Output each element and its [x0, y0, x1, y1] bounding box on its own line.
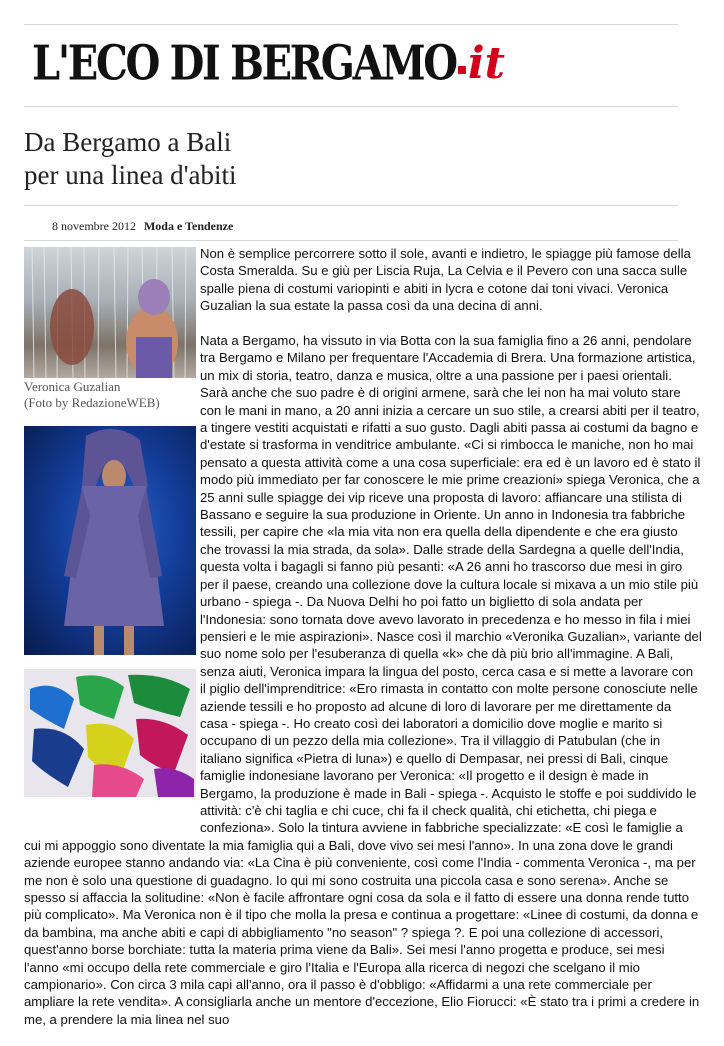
top-rule — [24, 24, 678, 25]
masthead-logo[interactable] — [32, 35, 505, 98]
title-rule — [24, 205, 678, 206]
photo-swimsuits — [24, 669, 196, 797]
photo-veronica-beach-graphic — [24, 247, 196, 378]
article-meta — [52, 219, 233, 234]
photo-caption — [24, 379, 160, 410]
article-paragraph-1: Non è semplice percorrere sotto il sole, avanti e indietro, le spiagge più famose della Costa Smeralda. Su e giù per Liscia Ruja, La Celvia e il Pevero con una sacca sulle spalle piena di costumi variopinti e abiti in lycra e cotone dai toni vivaci. Veronica Guzalian la sua estate la passa così da una decina di anni. — [200, 246, 691, 314]
article-date: 8 novembre 2012 — [52, 219, 136, 233]
article-title-line-1: Da Bergamo a Bali — [24, 127, 232, 157]
photo-swimsuits-graphic — [24, 669, 196, 797]
article-paragraph-2: Nata a Bergamo, ha vissuto in via Botta con la sua famiglia fino a 26 anni, pendolare tra Bergamo e Milano per frequentare l'Accademia di Brera. Una formazione artistica, un mix di storia, teatro, danza e musica, oltre a una passione per i paesi orientali. Sarà anche che suo padre è di origini armene, sarà che lei non ha mai voluto stare con le mani in mano, a 20 anni inizia a cercare un suo stile, a crearsi abiti per il teatro, a tingere vestiti acquistati e rifatti a suo gusto. Dagli abiti passa ai costumi da bagno e d'estate si trasforma in venditrice ambulante. «Ci si rimbocca le maniche, non ho mai pensato a questa attività come a una cosa superficiale: era ed è un lavoro ed è stato il modo più immediato per far conoscere le mie prime creazioni» spiega Veronica, che a 25 anni sulle spiagge dei vip riceve una proposta di lavoro: affiancare una stilista di Bassano e seguire la sua produzione in Oriente. Un anno in Indonesia tra fabbriche tessili, per capire che «la mia vita non era quella della dipendente e che era giusto che trovassi la mia strada, da sola». Dalle strade della Sardegna a quelle dell'India, questa volta i bagagli si fanno più pesanti: «A 26 anni ho trascorso due mesi in giro per il paese, creando una collezione dove la cultura locale si mixava a un mio stile più urbano - spiega -. Da Nuova Delhi ho poi fatto un biglietto di sola andata per l'Indonesia: sono tornata dove avevo lavorato in precedenza e ho messo in fila i miei pensieri e le mie aspirazioni». Nasce così il marchio «Veronika Guzalian», variante del suo nome solo per l'esuberanza di quella «k» che dà più brio all'immagine. A Bali, senza aiuti, Veronica impara la lingua del posto, cerca casa e si mette a lavorare con il piglio dell'imprenditrice: «Ero rimasta in contatto con molte persone conosciute nelle aziende tessili e ho proposto ad alcune di loro di lavorare per me direttamente da casa - spiega -. Ho creato così dei laboratori a domicilio dove moglie e marito si occupano di un pezzo della mia collezione». Tra il villaggio di Patubulan (che in italiano significa «Pietra di luna») e quello di Dempasar, nei pressi di Bali, cinque famiglie indonesiane lavorano per Veronica: «Il progetto e il design è made in Bergamo, la produzione è made in Bali - spiega -. Acquisto le stoffe e poi suddivido le attività: c'è chi taglia e chi cuce, chi fa il check qualità, chi etichetta, chi piega e confeziona». Solo la tintura avviene in fabbriche specializzate: «E così le famiglie a cui mi appoggio sono diventate la mia famiglia qui a Bali, dove vivo sei mesi l'anno». In una zona dove le grandi aziende europee stanno andando via: «La Cina è più conveniente, così come l'India - commenta Veronica -, ma per me non è solo una questione di guadagno. Io qui mi sono costruita una piccola casa e sono serena». Anche se spesso si affaccia la solitudine: «Non è facile affrontare ogni cosa da sola e il fatto di essere una donna rende tutto più complicato». Ma Veronica non è il tipo che molla la presa e continua a progettare: «Linee di costumi, da donna e da bambina, ma anche abiti e capi di abbigliamento "no season" ? spiega ?. E poi una collezione di accessori, quest'anno borse borchiate: tutta la materia prima viene da Bali». Sei mesi l'anno progetta e produce, sei mesi l'anno «mi occupo della rete commerciale e giro l'Italia e l'Europa alla ricerca di negozi che scelgano il mio campionario». Con circa 3 mila capi all'anno, ora il passo è d'obbligo: «Affidarmi a una rete commerciale per ampliare la rete vendita». A consigliarla anche un mentore d'eccezione, Elio Fiorucci: «È stato tra i primi a credere in me, a prendere la mia linea nel suo — [24, 333, 702, 1027]
masthead-rule — [24, 106, 678, 107]
article-title — [24, 126, 237, 192]
article-title-line-2: per una linea d'abiti — [24, 160, 237, 190]
caption-name: Veronica Guzalian — [24, 379, 121, 394]
meta-rule — [24, 240, 678, 241]
photo-veronica-beach — [24, 247, 196, 378]
article-category: Moda e Tendenze — [143, 219, 234, 233]
photo-purple-hooded-dress — [24, 426, 196, 655]
caption-credit: (Foto by RedazioneWEB) — [24, 394, 160, 410]
photo-purple-hooded-dress-graphic — [24, 426, 196, 655]
masthead-suffix: it — [467, 38, 505, 89]
masthead-dot — [458, 66, 466, 74]
masthead-name: L'ECO DI BERGAMO — [32, 35, 456, 92]
